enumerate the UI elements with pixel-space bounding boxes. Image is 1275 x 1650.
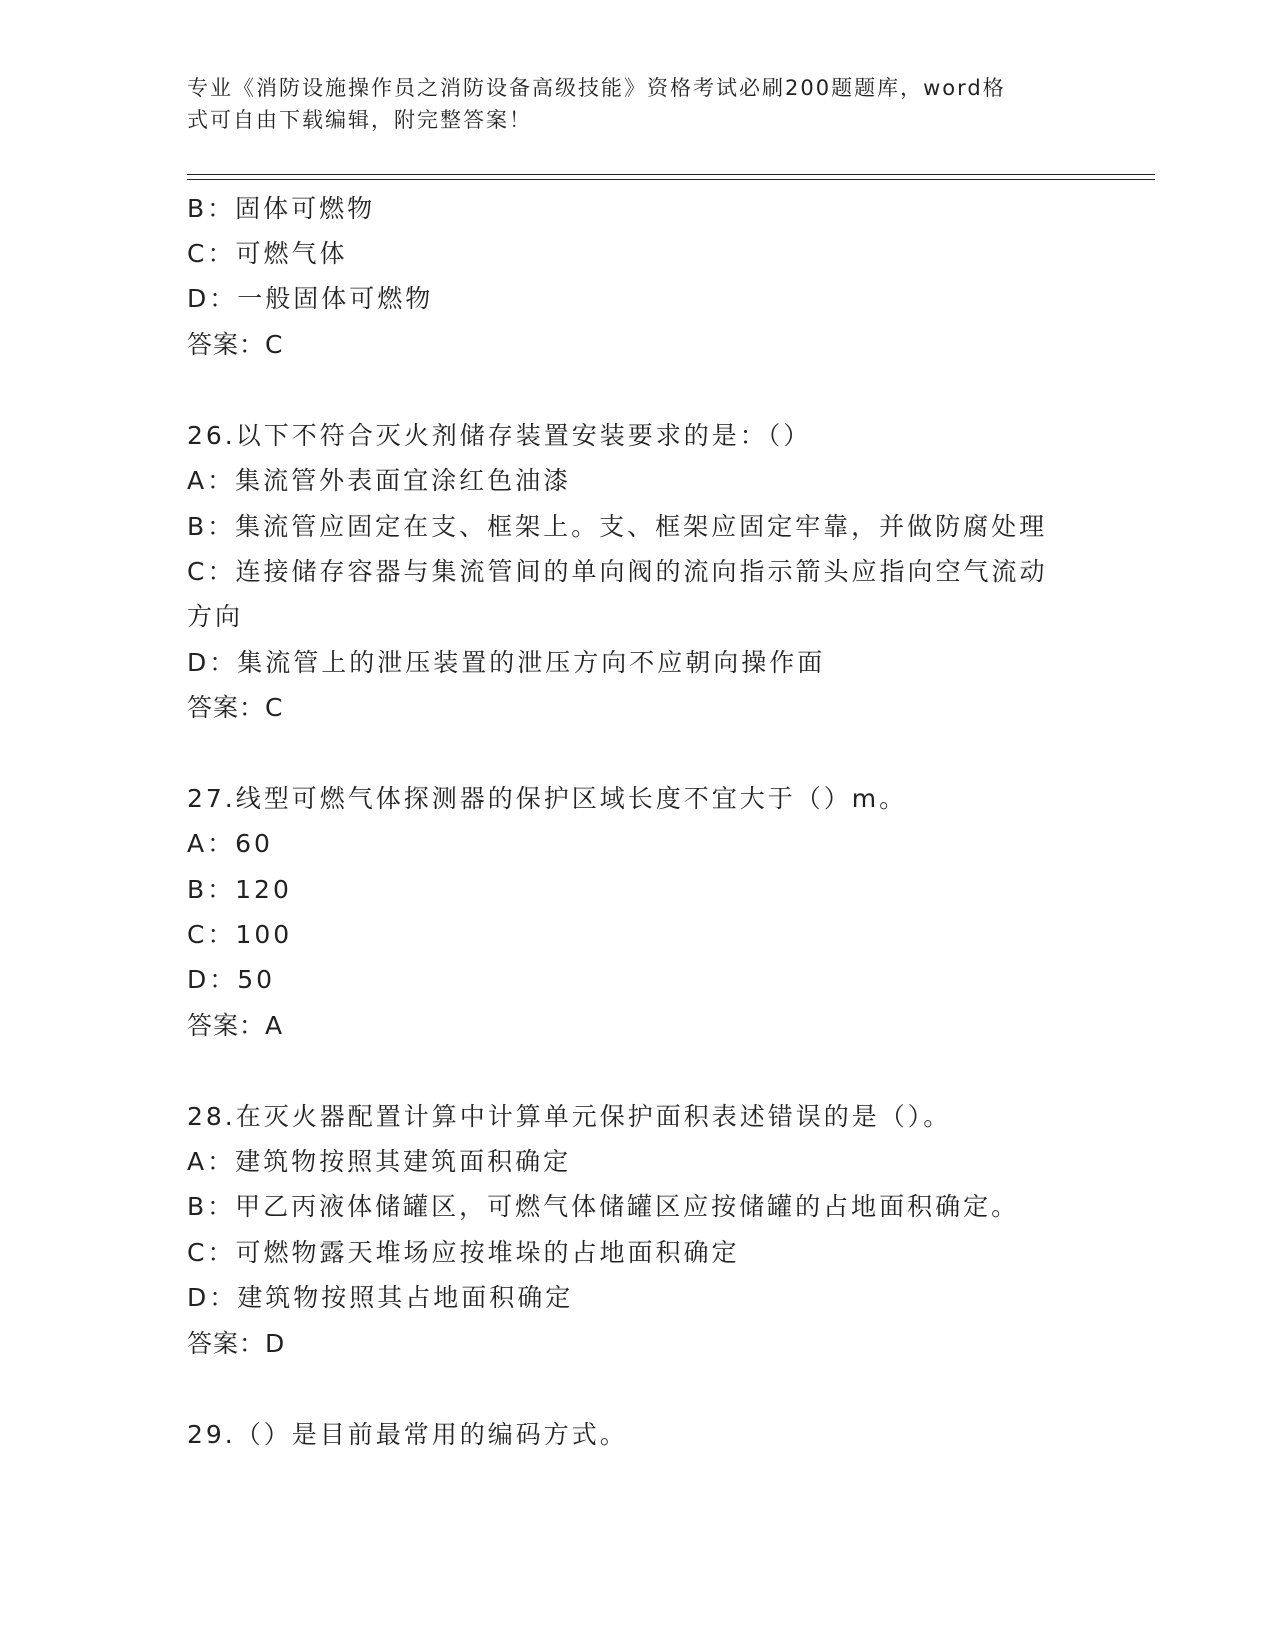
q29-stem: 29.（）是目前最常用的编码方式。 bbox=[187, 1420, 628, 1449]
q28-option-b: B：甲乙丙液体储罐区，可燃气体储罐区应按储罐的占地面积确定。 bbox=[187, 1192, 1020, 1221]
q27-option-c: C：100 bbox=[187, 920, 293, 949]
q26-stem: 26.以下不符合灭火剂储存装置安装要求的是：（） bbox=[187, 421, 812, 450]
q28-answer: 答案：D bbox=[187, 1329, 286, 1358]
q27-answer: 答案：A bbox=[187, 1011, 284, 1040]
header-title-line-1: 专业《消防设施操作员之消防设备高级技能》资格考试必刷200题题库，word格 bbox=[187, 76, 1006, 100]
q26-option-b: B：集流管应固定在支、框架上。支、框架应固定牢靠，并做防腐处理 bbox=[187, 512, 1048, 541]
q26-option-c-line-1: C：连接储存容器与集流管间的单向阀的流向指示箭头应指向空气流动 bbox=[187, 557, 1048, 586]
q27-option-d: D：50 bbox=[187, 965, 276, 994]
q28-option-a: A：建筑物按照其建筑面积确定 bbox=[187, 1147, 572, 1176]
header-title-line-2: 式可自由下载编辑，附完整答案！ bbox=[187, 108, 532, 132]
q28-option-d: D：建筑物按照其占地面积确定 bbox=[187, 1283, 574, 1312]
q25-option-d: D：一般固体可燃物 bbox=[187, 284, 434, 313]
q27-stem: 27.线型可燃气体探测器的保护区域长度不宜大于（）m。 bbox=[187, 784, 908, 813]
header-rule-top bbox=[187, 174, 1155, 175]
q26-answer: 答案：C bbox=[187, 693, 284, 722]
q28-option-c: C：可燃物露天堆场应按堆垛的占地面积确定 bbox=[187, 1238, 740, 1267]
q27-option-b: B：120 bbox=[187, 875, 292, 904]
q26-option-d: D：集流管上的泄压装置的泄压方向不应朝向操作面 bbox=[187, 648, 826, 677]
q26-option-a: A：集流管外表面宜涂红色油漆 bbox=[187, 466, 572, 495]
q25-option-b: B：固体可燃物 bbox=[187, 194, 376, 223]
q25-option-c: C：可燃气体 bbox=[187, 239, 348, 268]
q27-option-a: A：60 bbox=[187, 829, 273, 858]
q25-answer: 答案：C bbox=[187, 330, 284, 359]
header-rule-bottom bbox=[187, 179, 1155, 180]
q28-stem: 28.在灭火器配置计算中计算单元保护面积表述错误的是（）。 bbox=[187, 1102, 952, 1131]
q26-option-c-line-2: 方向 bbox=[187, 602, 244, 631]
